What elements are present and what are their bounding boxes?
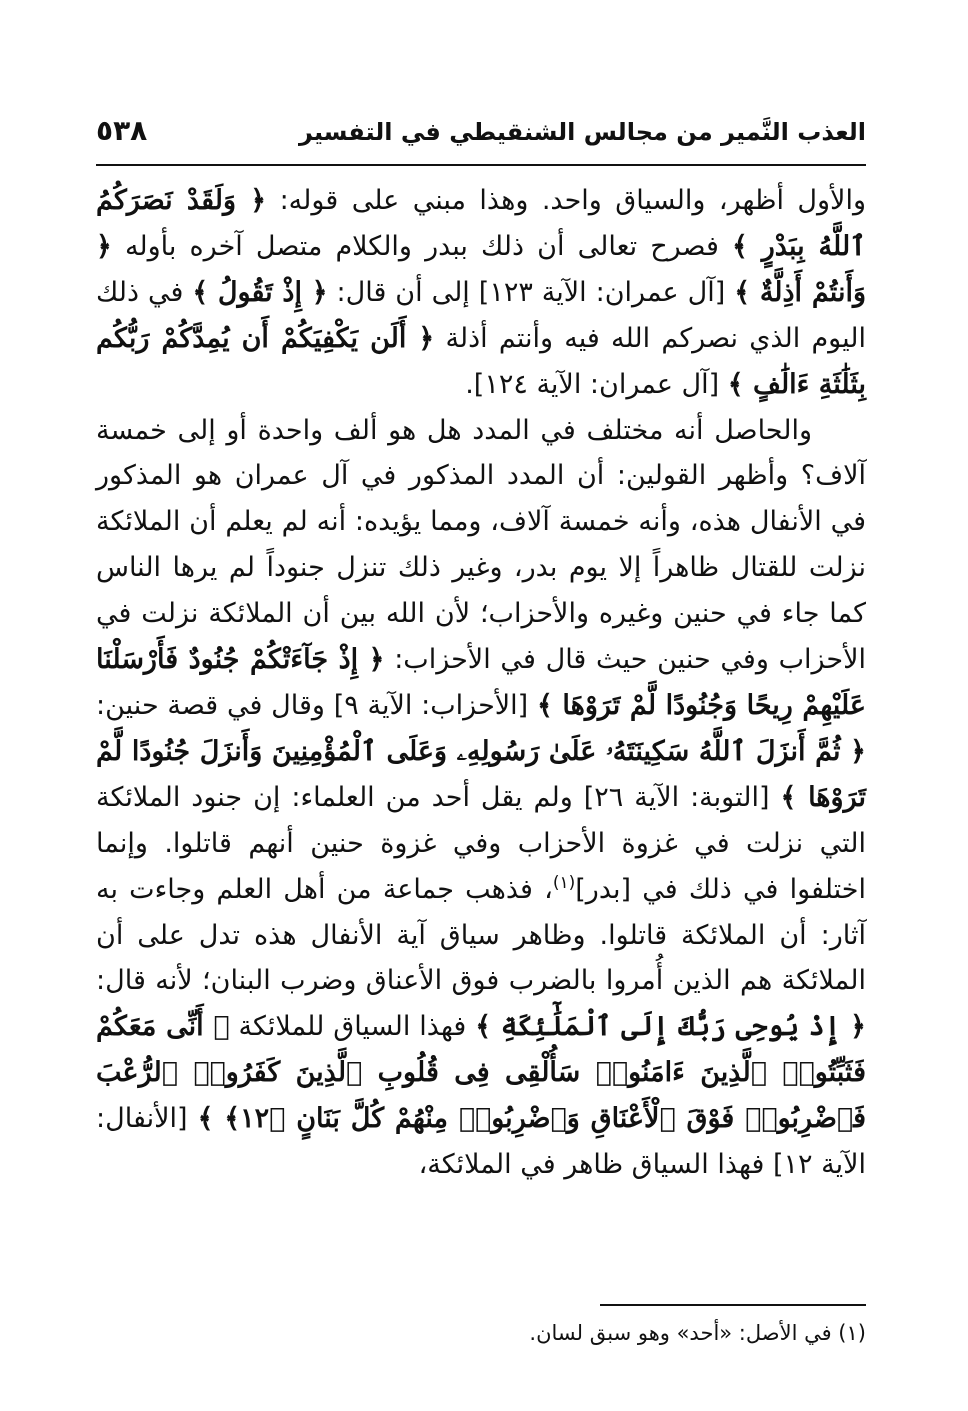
running-title: العذب النَّمير من مجالس الشنقيطي في التفسير: [299, 118, 866, 146]
text-segment: فصرح تعالى أن ذلك ببدر والكلام متصل آخره بأوله: [111, 230, 732, 262]
quran-verse: ﴿ ثُمَّ أَنزَلَ ٱللَّهُ سَكِينَتَهُۥ عَلَىٰ رَسُولِهِۦ وَعَلَى ٱلْمُؤْمِنِينَ وَأَنزَلَ جُنُودًا لَّمْ تَرَوْهَا ﴾: [96, 735, 866, 813]
text-segment: فهذا السياق للملائكة: [229, 1011, 476, 1043]
quran-verse: ﴿ وَأَنتُمْ أَذِلَّةٌ ﴾: [96, 230, 866, 308]
page-number: ٥٣٨: [96, 114, 148, 147]
text-segment: والأول أظهر، والسياق واحد. وهذا مبني على قوله:: [266, 185, 866, 216]
book-page: [96, 112, 866, 1392]
paragraph-1: [96, 178, 866, 408]
text-segment: [التوبة: الآية ٢٦] ولم يقل أحد من العلماء: إن جنود الملائكة التي نزلت في غزوة الأحزاب وفي غزوة حنين أنهم قاتلوا. وإنما اختلفوا في ذلك في [بدر]: [96, 781, 866, 905]
text-segment: [آل عمران: الآية ١٢٤].: [465, 368, 728, 400]
text-segment: ، فذهب جماعة من أهل العلم وجاءت به آثار: أن الملائكة قاتلوا. وظاهر سياق آية الأنفال هذه تدل على أن الملائكة هم الذين أُمروا بالضرب فوق الأعناق وضرب البنان؛ لأنه قال:: [96, 873, 866, 997]
text-segment: [الأنفال: الآية ١٢] فهذا السياق ظاهر في الملائكة،: [96, 1103, 866, 1181]
quran-verse: ﴿ أَنِّى مَعَكُمْ فَثَبِّتُوا۟ ٱلَّذِينَ ءَامَنُوا۟ سَأُلْقِى فِى قُلُوبِ ٱلَّذِينَ كَفَرُوا۟ ٱلرُّعْبَ فَٱضْرِبُوا۟ فَوْقَ ٱلْأَعْنَاقِ وَٱضْرِبُوا۟ مِنْهُمْ كُلَّ بَنَانٍ ﴿١٢﴾ ﴾: [96, 1011, 866, 1135]
text-segment: [الأحزاب: الآية ٩] وقال في قصة حنين:: [96, 689, 537, 721]
quran-verse: ﴿ أَلَن يَكْفِيَكُمْ أَن يُمِدَّكُمْ رَبُّكُم بِثَلَٰثَةِ ءَالَٰفٍ ﴾: [96, 322, 866, 400]
text-segment: والحاصل أنه مختلف في المدد هل هو ألف واحدة أو إلى خمسة آلاف؟ وأظهر القولين: أن المدد المذكور في آل عمران هو المذكور في الأنفال هذه، وأنه خمسة آلاف، ومما يؤيده: أنه لم يعلم أن الملائكة نزلت للقتال ظاهراً إلا يوم بدر، وغير ذلك تنزل جنوداً لم يرها الناس كما جاء في حنين وغيره والأحزاب؛ لأن الله بين أن الملائكة نزلت في الأحزاب وفي حنين حيث قال في الأحزاب:: [96, 414, 866, 676]
page-header: [96, 112, 866, 166]
footnote-divider: [600, 1304, 866, 1306]
paragraph-2: [96, 408, 866, 1188]
text-segment: في ذلك اليوم الذي نصركم الله فيه وأنتم أذلة: [96, 276, 866, 354]
quran-verse: ﴿ إِذْ تَقُولُ ﴾: [192, 276, 328, 308]
quran-verse: ﴿ إِذْ جَآءَتْكُمْ جُنُودٌ فَأَرْسَلْنَا عَلَيْهِمْ رِيحًا وَجُنُودًا لَّمْ تَرَوْهَا ﴾: [96, 644, 866, 721]
body-text: [96, 178, 866, 1188]
footnote: (١) في الأصل: «أحد» وهو سبق لسان.: [529, 1321, 866, 1345]
footnote-reference: (١): [552, 872, 576, 893]
quran-verse: ﴿ إِذْ يُوحِى رَبُّكَ إِلَى ٱلْمَلَٰٓئِكَةِ ﴾: [475, 1011, 867, 1043]
text-segment: [آل عمران: الآية ١٢٣] إلى أن قال:: [327, 276, 735, 308]
quran-verse: ﴿ وَلَقَدْ نَصَرَكُمُ ٱللَّهُ بِبَدْرٍ ﴾: [96, 185, 866, 262]
